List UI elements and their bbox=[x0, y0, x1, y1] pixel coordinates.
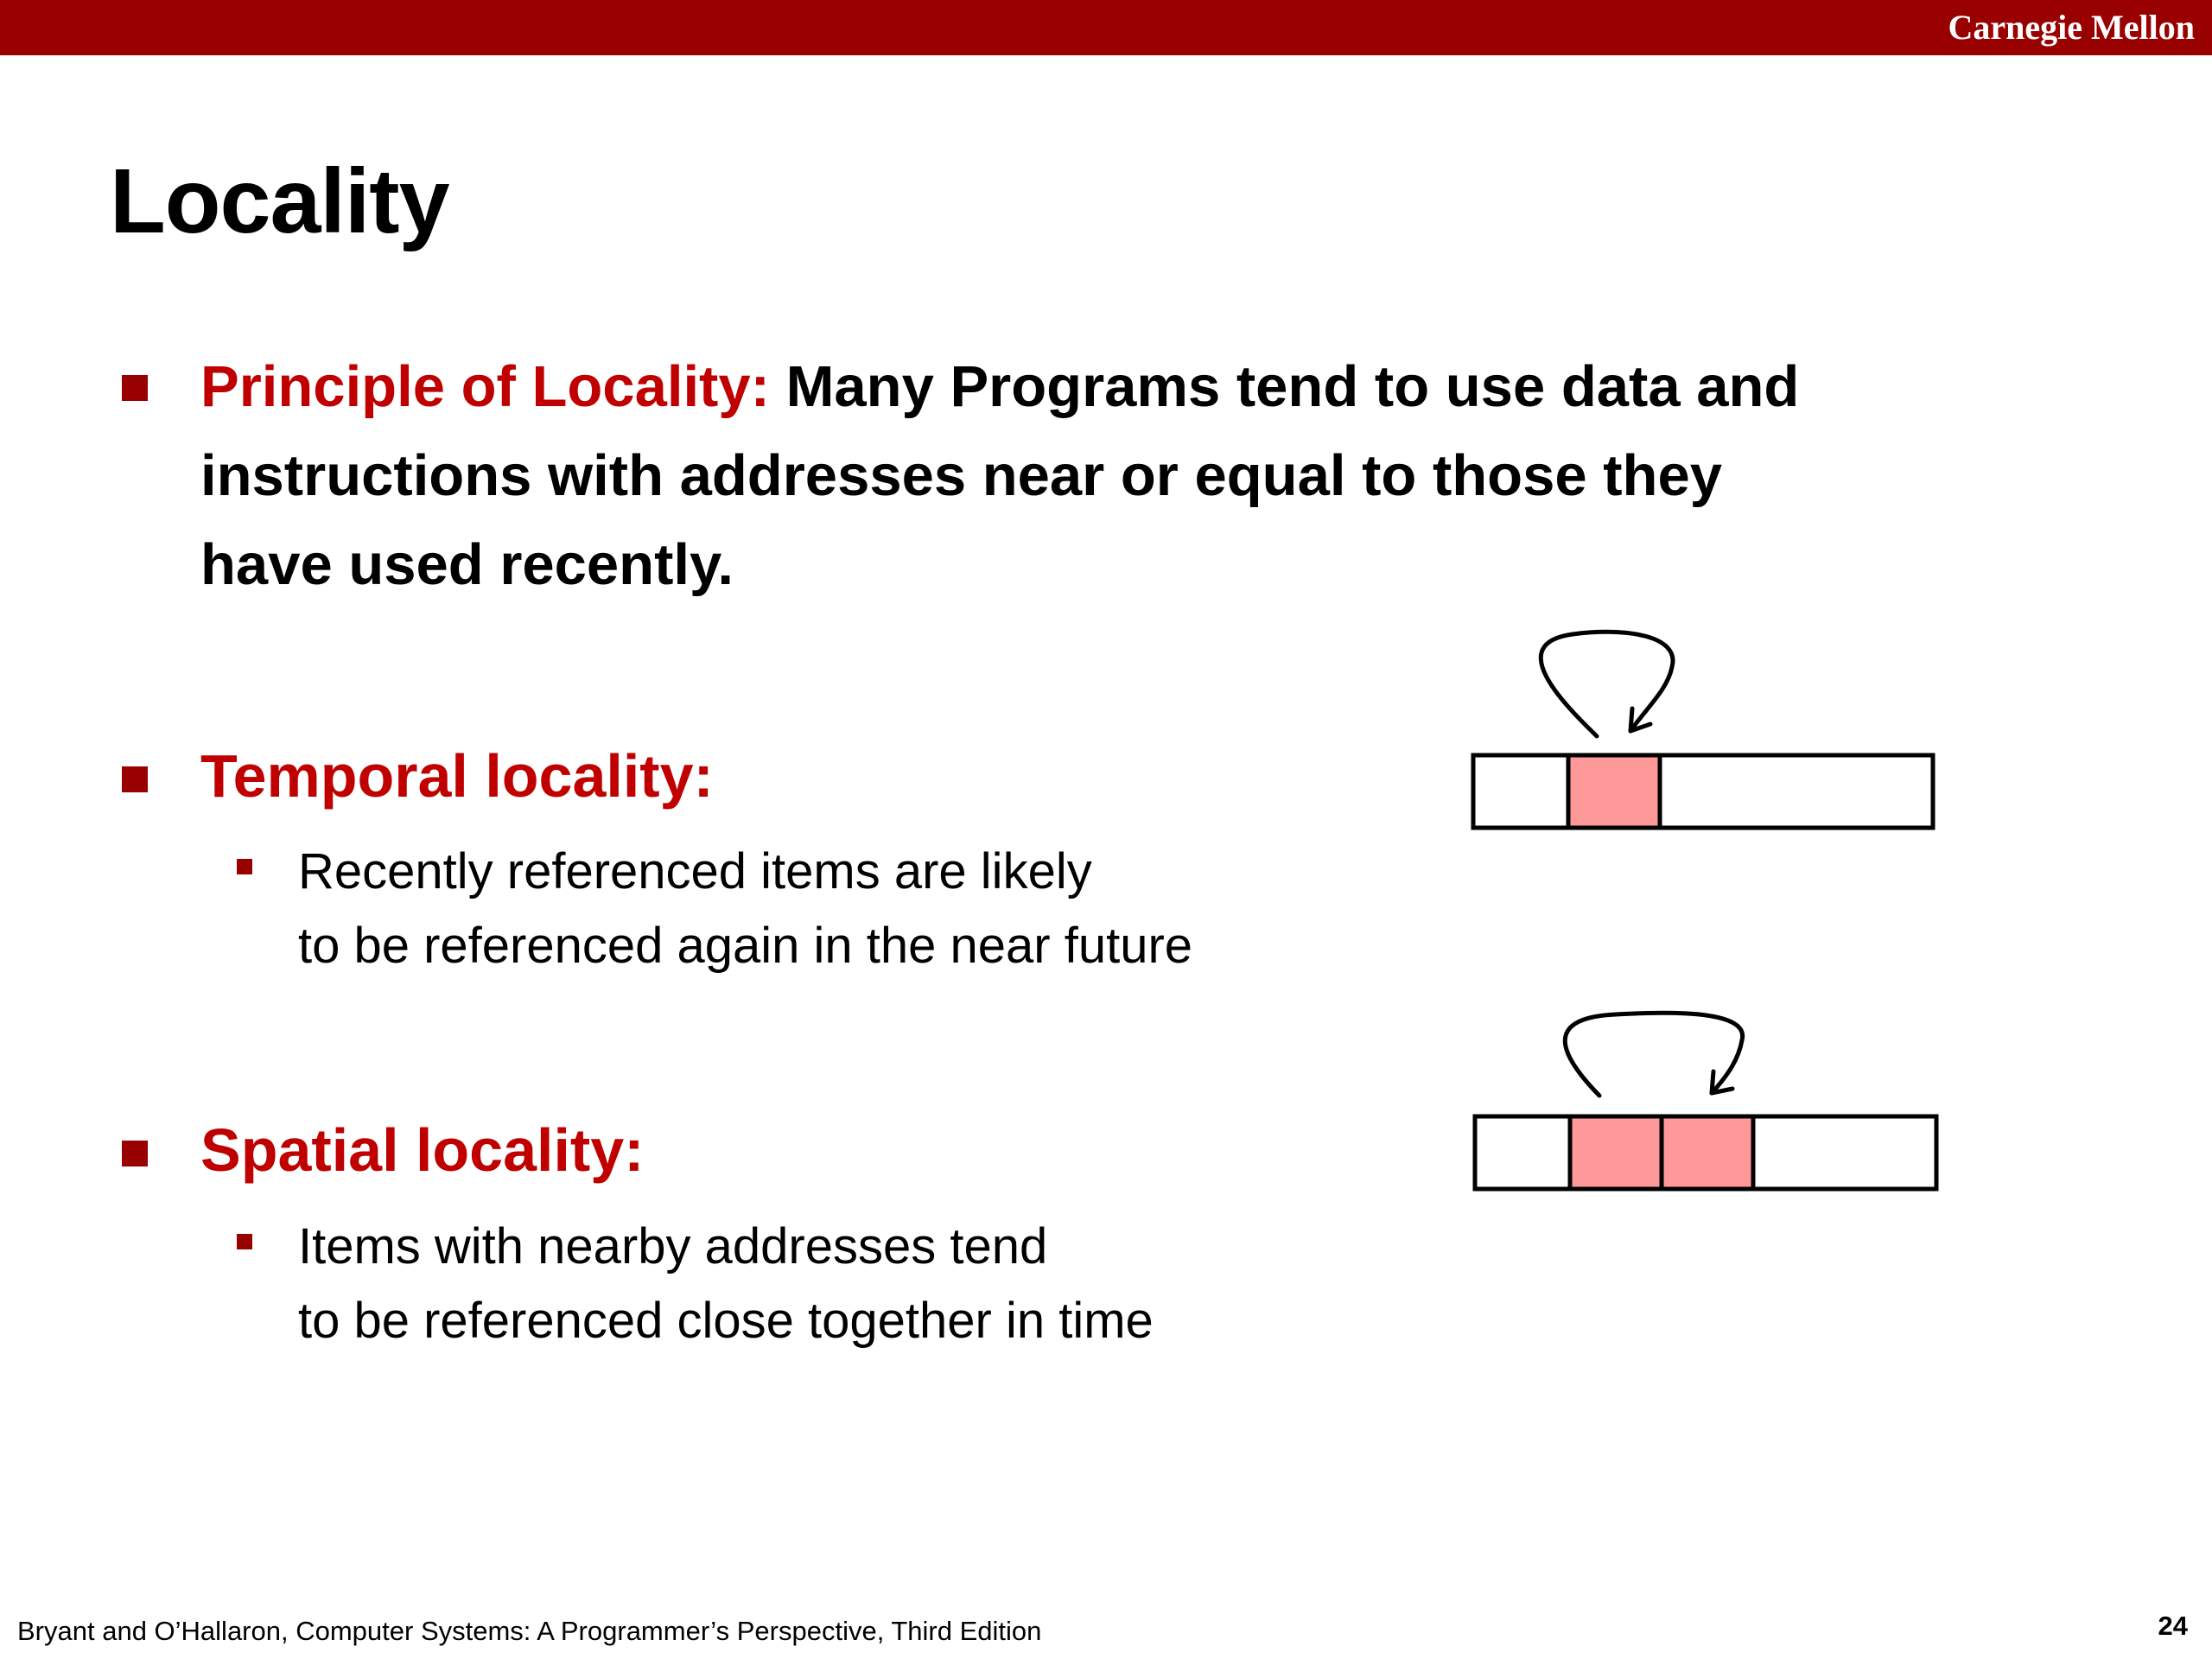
principle-line-2: instructions with addresses near or equal to those they bbox=[200, 443, 1723, 508]
principle-label: Principle of Locality: bbox=[200, 354, 770, 419]
brand-logo-text: Carnegie Mellon bbox=[1948, 8, 2195, 47]
temporal-heading: Temporal locality: bbox=[200, 742, 714, 810]
temporal-line-2: to be referenced again in the near future bbox=[298, 918, 1193, 974]
slide-title: Locality bbox=[110, 150, 449, 252]
page-number: 24 bbox=[2158, 1611, 2188, 1641]
footer-citation: Bryant and O’Hallaron, Computer Systems: A Programmer’s Perspective, Third Edition bbox=[17, 1616, 1042, 1646]
bullet-marker bbox=[122, 375, 148, 401]
spatial-description bbox=[298, 1210, 1154, 1358]
spatial-line-1: Items with nearby addresses tend bbox=[298, 1218, 1048, 1274]
repeat-access-arrow bbox=[1541, 632, 1673, 736]
bullet-marker bbox=[122, 1141, 148, 1166]
principle-paragraph bbox=[200, 342, 1799, 609]
spatial-heading: Spatial locality: bbox=[200, 1116, 645, 1184]
memory-array bbox=[1473, 755, 1933, 828]
temporal-description bbox=[298, 835, 1192, 983]
principle-line-3: have used recently. bbox=[200, 532, 734, 597]
temporal-locality-diagram bbox=[1452, 622, 1953, 847]
referenced-cell bbox=[1568, 755, 1660, 828]
sub-bullet-marker bbox=[237, 859, 252, 874]
referenced-cell bbox=[1570, 1116, 1662, 1189]
spatial-line-2: to be referenced close together in time bbox=[298, 1293, 1154, 1349]
temporal-line-1: Recently referenced items are likely bbox=[298, 843, 1092, 899]
sub-bullet-marker bbox=[237, 1234, 252, 1249]
header-bar bbox=[0, 0, 2212, 55]
bullet-marker bbox=[122, 766, 148, 792]
nearby-cell bbox=[1662, 1116, 1753, 1189]
principle-line-1: Many Programs tend to use data and bbox=[785, 354, 1800, 419]
spatial-locality-diagram bbox=[1452, 1002, 1953, 1201]
neighbor-access-arrow bbox=[1565, 1013, 1742, 1096]
